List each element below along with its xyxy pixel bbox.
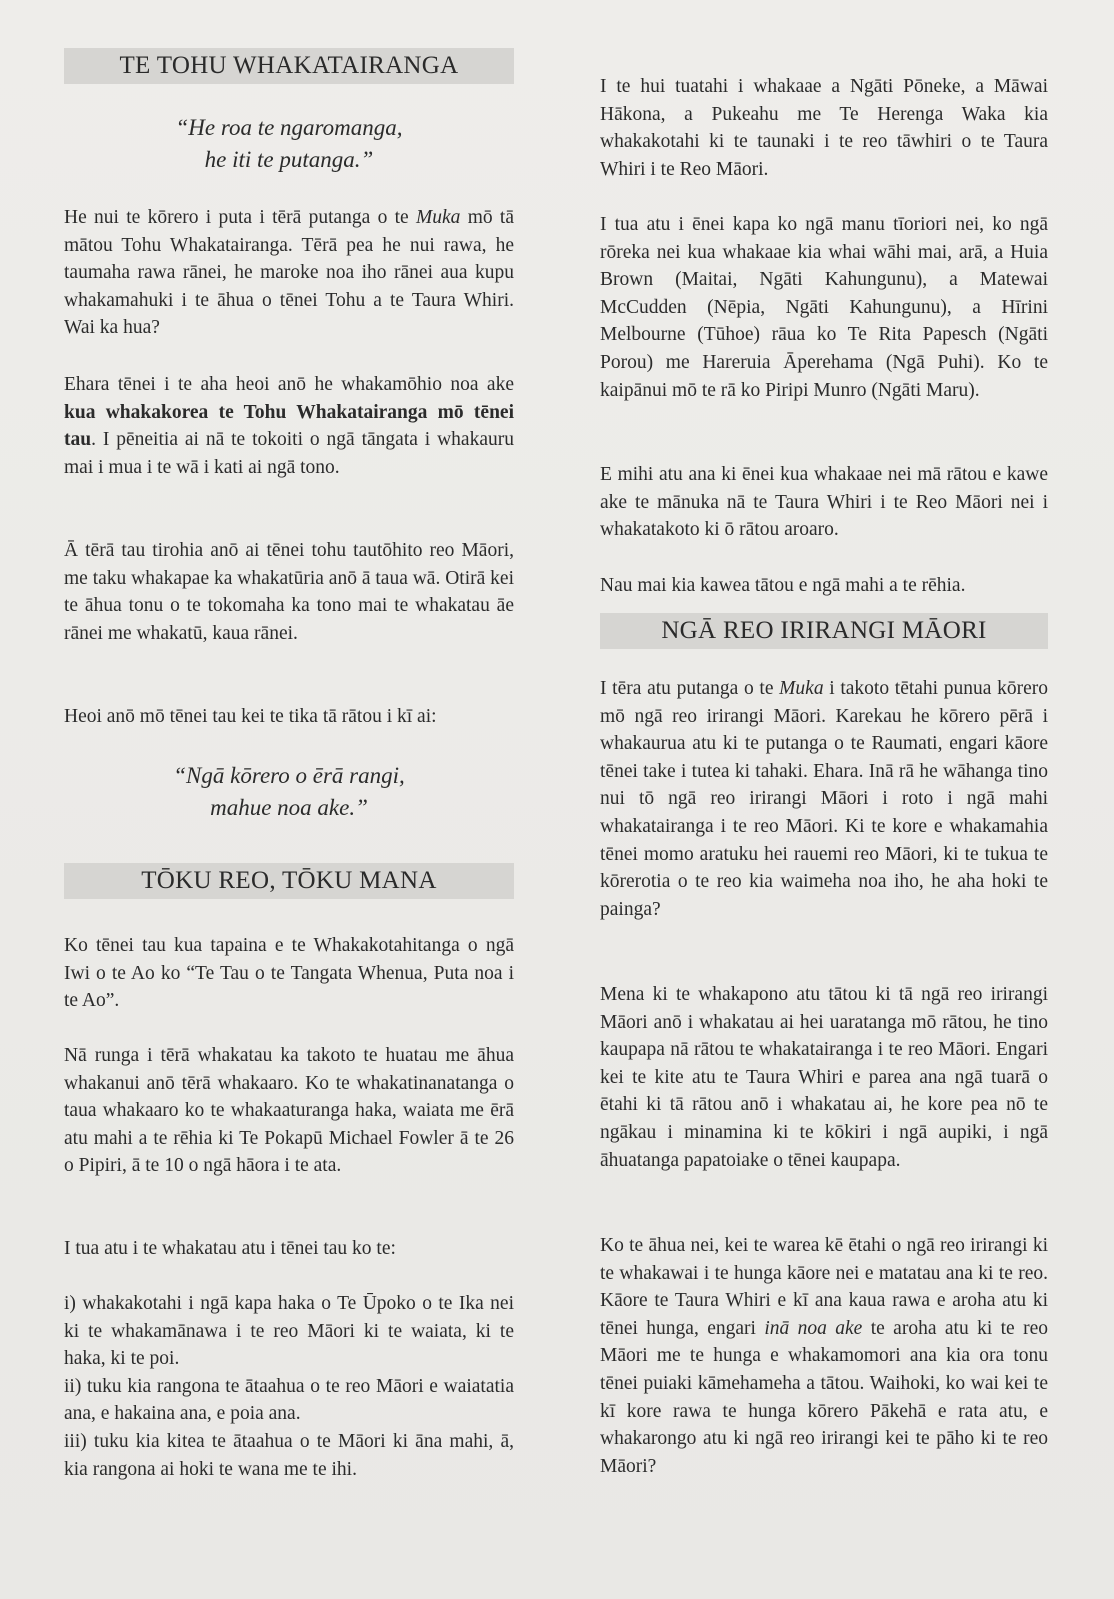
text-run: i takoto tētahi punua kōrero mō ngā reo irirangi Māori. Karekau he kōrero pērā i whakaurua atu ki te putanga o te Raumati, engari kāore tēnei take i tutea ki tahaki. Ehara. Inā rā he wāhanga tino nui tō ngā reo irirangi Māori i roto i ngā mahi whakatairanga i te reo Māori. Ki te kore e whakamahia tēnei momo aratuku hei rauemi reo Māori, ki te tukua te kōrerotia o te reo kia waimeha noa iho, he aha hoki te painga?: [600, 678, 1048, 920]
list-item: i) whakakotahi i ngā kapa haka o Te Ūpoko o te Ika nei ki te whakamānawa i te reo Māori ki te waiata, ki te haka, ki te poi.: [64, 1293, 514, 1370]
quote-line: “Ngā kōrero o ērā rangi,: [173, 763, 405, 788]
text-run: . I pēneitia ai nā te tokoiti o ngā tāngata i whakauru mai i mua i te wā i kati ai ngā tono.: [64, 429, 514, 478]
section-heading-reo-irirangi: NGĀ REO IRIRANGI MĀORI: [600, 613, 1048, 649]
section-heading-tohu: TE TOHU WHAKATAIRANGA: [64, 48, 514, 84]
text-run: Ko te āhua nei, kei te warea kē ētahi o ngā reo irirangi ki te whakawai i te hunga kāore nei e matatau ana ki te reo. Kāore te Taura Whiri e kī ana kaua rawa e aroha atu ki tēnei hunga, engari: [600, 1235, 1048, 1339]
paragraph: [64, 371, 514, 481]
publication-name: Muka: [416, 207, 461, 228]
closing-quote: [64, 760, 514, 824]
text-run: te aroha atu ki te reo Māori me te hunga e whakamomori ana kia ora tonu tēnei puiaki kāmehameha a tātou. Waihoki, ko wai kei te kī kore rawa te hunga kōrero Pākehā e rata atu, e whakarongo atu ki ngā reo irirangi kei te pāho ki te reo Māori?: [600, 1317, 1048, 1477]
quote-line: “He roa te ngaromanga,: [175, 115, 403, 140]
text-run: I tēra atu putanga o te: [600, 678, 780, 699]
bold-notice: kua whakakorea te Tohu Whakatairanga mō tēnei tau: [64, 401, 514, 451]
paragraph: Nau mai kia kawea tātou e ngā mahi a te rēhia.: [600, 575, 966, 596]
paragraph: I tua atu i ēnei kapa ko ngā manu tīoriori nei, ko ngā rōreka nei kua whakaae kia whai wāhi mai, arā, a Huia Brown (Maitai, Ngāti Kahungunu), a Matewai McCudden (Nēpia, Ngāti Kahungunu), a Hīrini Melbourne (Tūhoe) rāua ko Te Rita Papesch (Ngāti Porou) me Hareruia Āperehama (Ngā Puhi). Ko te kaipānui mō te rā ko Piripi Munro (Ngāti Maru).: [600, 214, 1048, 401]
quote-line: he iti te putanga.”: [204, 147, 374, 172]
paragraph: Heoi anō mō tēnei tau kei te tika tā rātou i kī ai:: [64, 706, 437, 727]
list: [64, 1290, 514, 1483]
opening-quote: [64, 112, 514, 176]
paragraph: [64, 204, 514, 342]
italic-phrase: inā noa ake: [764, 1317, 863, 1339]
paragraph: Ā tērā tau tirohia anō ai tēnei tohu tautōhito reo Māori, me taku whakapae ka whakatūria anō ā taua wā. Otirā kei te āhua tonu o te tokomaha ka tono mai te whakatau āe rānei me whakatū, kaua rānei.: [64, 540, 514, 644]
list-item: ii) tuku kia rangona te ātaahua o te reo Māori e waiatatia ana, e hakaina ana, e poia ana.: [64, 1375, 514, 1425]
paragraph: [600, 1232, 1048, 1480]
text-run: Ehara tēnei i te aha heoi anō he whakamōhio noa ake: [64, 374, 514, 395]
text-run: He nui te kōrero i puta i tērā putanga o te: [64, 207, 416, 228]
paragraph: E mihi atu ana ki ēnei kua whakaae nei mā rātou e kawe ake te mānuka nā te Taura Whiri i te Reo Māori nei i whakatakoto ki ō rātou aroaro.: [600, 464, 1048, 541]
paragraph: I tua atu i te whakatau atu i tēnei tau ko te:: [64, 1238, 396, 1259]
text-run: mō tā mātou Tohu Whakatairanga. Tērā pea he nui rawa, he taumaha rawa rānei, he maroke noa iho rānei aua kupu whakamahuki i te āhua o tēnei Tohu a te Taura Whiri. Wai ka hua?: [64, 207, 514, 339]
paragraph: Mena ki te whakapono atu tātou ki tā ngā reo irirangi Māori anō i whakatau ai hei uaratanga mō rātou, he tino kaupapa nā rātou te whakatairanga i te reo Māori. Engari kei te kite atu te Taura Whiri e parea ana ngā tuarā o ētahi ki tā rātou anō i whakatau ai, he kore pea nō te ngākau i minamina ki te kōkiri i ngā aupiki, i ngā āhuatanga papatoiake o tēnei kaupapa.: [600, 984, 1048, 1171]
list-item: iii) tuku kia kitea te ātaahua o te Māori ki āna mahi, ā, kia rangona ai hoki te wana me te ihi.: [64, 1430, 514, 1480]
paragraph: Nā runga i tērā whakatau ka takoto te huatau me āhua whakanui anō tērā whakaaro. Ko te whakatinanatanga o taua whakaaro ko te whakaaturanga haka, waiata me ērā atu mahi a te rēhia ki Te Pokapū Michael Fowler ā te 26 o Pipiri, ā te 10 o ngā hāora i te ata.: [64, 1045, 514, 1177]
publication-name: Muka: [779, 678, 824, 699]
paragraph: I te hui tuatahi i whakaae a Ngāti Pōneke, a Māwai Hākona, a Pukeahu me Te Herenga Waka kia whakakotahi ki te taunaki i te reo tāwhiri o te Taura Whiri i te Reo Māori.: [600, 76, 1048, 180]
paragraph: Ko tēnei tau kua tapaina e te Whakakotahitanga o ngā Iwi o te Ao ko “Te Tau o te Tangata Whenua, Puta noa i te Ao”.: [64, 935, 514, 1012]
section-heading-toku-reo: TŌKU REO, TŌKU MANA: [64, 863, 514, 899]
quote-line: mahue noa ake.”: [210, 795, 368, 820]
paragraph: [600, 675, 1048, 923]
